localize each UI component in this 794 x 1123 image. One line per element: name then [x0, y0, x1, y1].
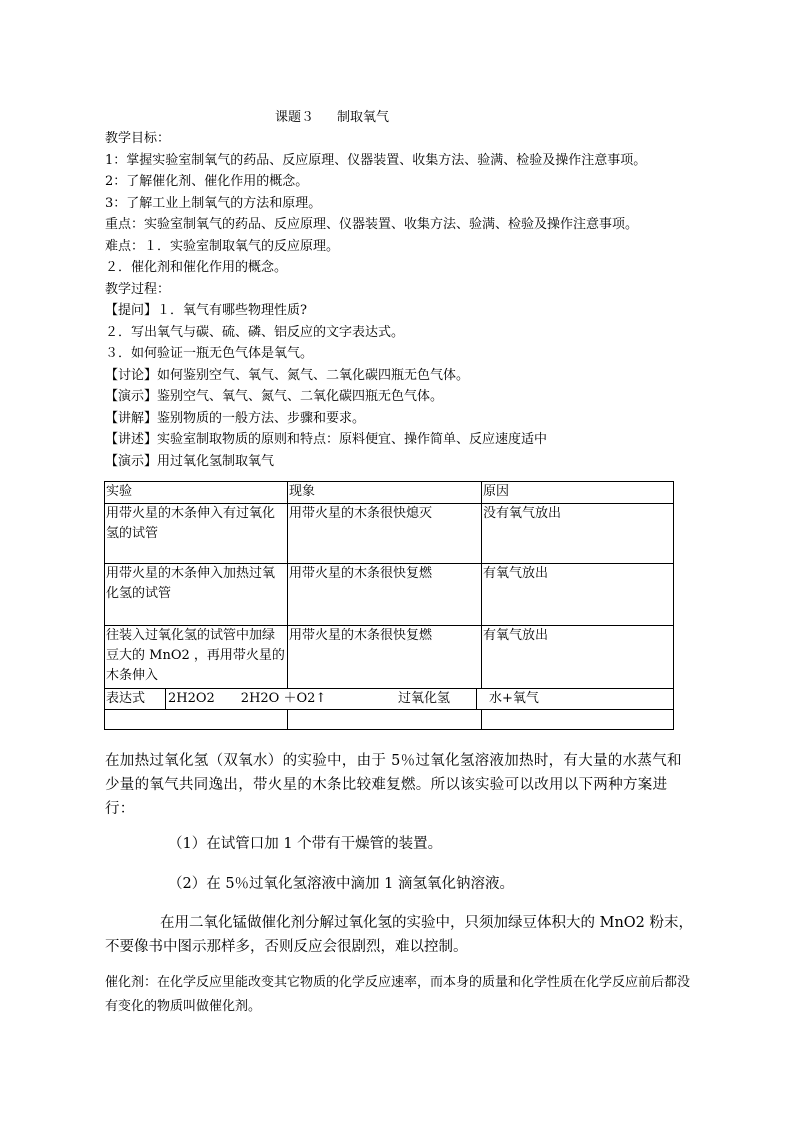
- outline-line: 2：了解催化剂、催化作用的概念。: [105, 174, 309, 189]
- chemical-equation: 2H2O2 2H2O ＋O2↑: [168, 691, 327, 706]
- outline-line: 1：掌握实验室制氧气的药品、反应原理、仪器装置、收集方法、验满、检验及操作注意事项。: [105, 152, 647, 168]
- outline-line: ２．写出氧气与碳、硫、磷、铝反应的文字表达式。: [105, 324, 405, 340]
- outline-line: 难点：１．实验室制取氧气的反应原理。: [105, 238, 340, 254]
- table-cell-reason: 有氧气放出: [482, 626, 674, 689]
- experiment-table: [104, 481, 674, 730]
- outline-line: 教学过程：: [105, 281, 171, 297]
- table-cell-experiment: 往装入过氧化氢的试管中加绿豆大的 MnO2 ，再用带火星的木条伸入: [105, 626, 288, 689]
- outline-line: 【演示】鉴别空气、氧气、氮气、二氧化碳四瓶无色气体。: [105, 389, 444, 404]
- table-cell-phenomenon: 用带火星的木条很快复燃: [288, 626, 482, 689]
- paragraph-mno2-note: 在用二氧化锰做催化剂分解过氧化氢的实验中，只须加绿豆体积大的 MnO2 粉末，不要像书中图示那样多，否则反应会很剧烈，难以控制。: [105, 915, 694, 955]
- expression-label: 表达式: [106, 691, 146, 706]
- expression-divider: [165, 689, 166, 710]
- lesson-number: 课题３: [275, 110, 315, 125]
- outline-line: ２．催化剂和催化作用的概念。: [105, 260, 288, 275]
- expression-row: [105, 689, 674, 710]
- word-equation: 过氧化氢 水+氧气: [398, 691, 539, 706]
- option-one: （1）在试管口加 1 个带有干燥管的装置。: [168, 836, 443, 852]
- table-header: 实验: [105, 482, 288, 504]
- outline-line: ３．如何验证一瓶无色气体是氧气。: [105, 346, 314, 361]
- outline-line: 3：了解工业上制氧气的方法和原理。: [105, 195, 322, 211]
- table-cell-phenomenon: 用带火星的木条很快熄灭: [288, 504, 482, 564]
- option-two: （2）在 5％过氧化氢溶液中滴加 1 滴氢氧化钠溶液。: [168, 876, 515, 892]
- outline-line: 【讨论】如何鉴别空气、氧气、氮气、二氧化碳四瓶无色气体。: [105, 367, 470, 383]
- paragraph-heating-note: 在加热过氧化氢（双氧水）的实验中，由于 5％过氧化氢溶液加热时，有大量的水蒸气和少量的氧气共同逸出，带火星的木条比较难复燃。所以该实验可以改用以下两种方案进行：: [105, 753, 682, 817]
- outline-line: 【演示】用过氧化氢制取氧气: [105, 453, 275, 469]
- table-cell-reason: 没有氧气放出: [482, 504, 674, 564]
- empty-cell: [482, 710, 674, 730]
- table-header: 现象: [288, 482, 482, 504]
- teaching-outline: [105, 128, 705, 472]
- table-cell-experiment: 用带火星的木条伸入加热过氧化氢的试管: [105, 564, 288, 626]
- table-header: 原因: [482, 482, 674, 504]
- outline-line: 【提问】１．氧气有哪些物理性质?: [105, 303, 307, 318]
- outline-line: 【讲述】实验室制取物质的原则和特点：原料便宜、操作简单、反应速度适中: [105, 432, 548, 447]
- table-cell-experiment: 用带火星的木条伸入有过氧化氢的试管: [105, 504, 288, 564]
- outline-line: 【讲解】鉴别物质的一般方法、步骤和要求。: [105, 410, 366, 426]
- lesson-name: 制取氧气: [337, 110, 390, 125]
- empty-cell: [288, 710, 482, 730]
- catalyst-definition: 催化剂：在化学反应里能改变其它物质的化学反应速率，而本身的质量和化学性质在化学反应前后都没有变化的物质叫做催化剂。: [105, 975, 691, 1014]
- table-cell-reason: 有氧气放出: [482, 564, 674, 626]
- outline-line: 重点：实验室制氧气的药品、反应原理、仪器装置、收集方法、验满、检验及操作注意事项。: [105, 217, 639, 232]
- expression-divider: [476, 689, 477, 710]
- table-cell-phenomenon: 用带火星的木条很快复燃: [288, 564, 482, 626]
- outline-line: 教学目标：: [105, 131, 171, 146]
- empty-cell: [105, 710, 288, 730]
